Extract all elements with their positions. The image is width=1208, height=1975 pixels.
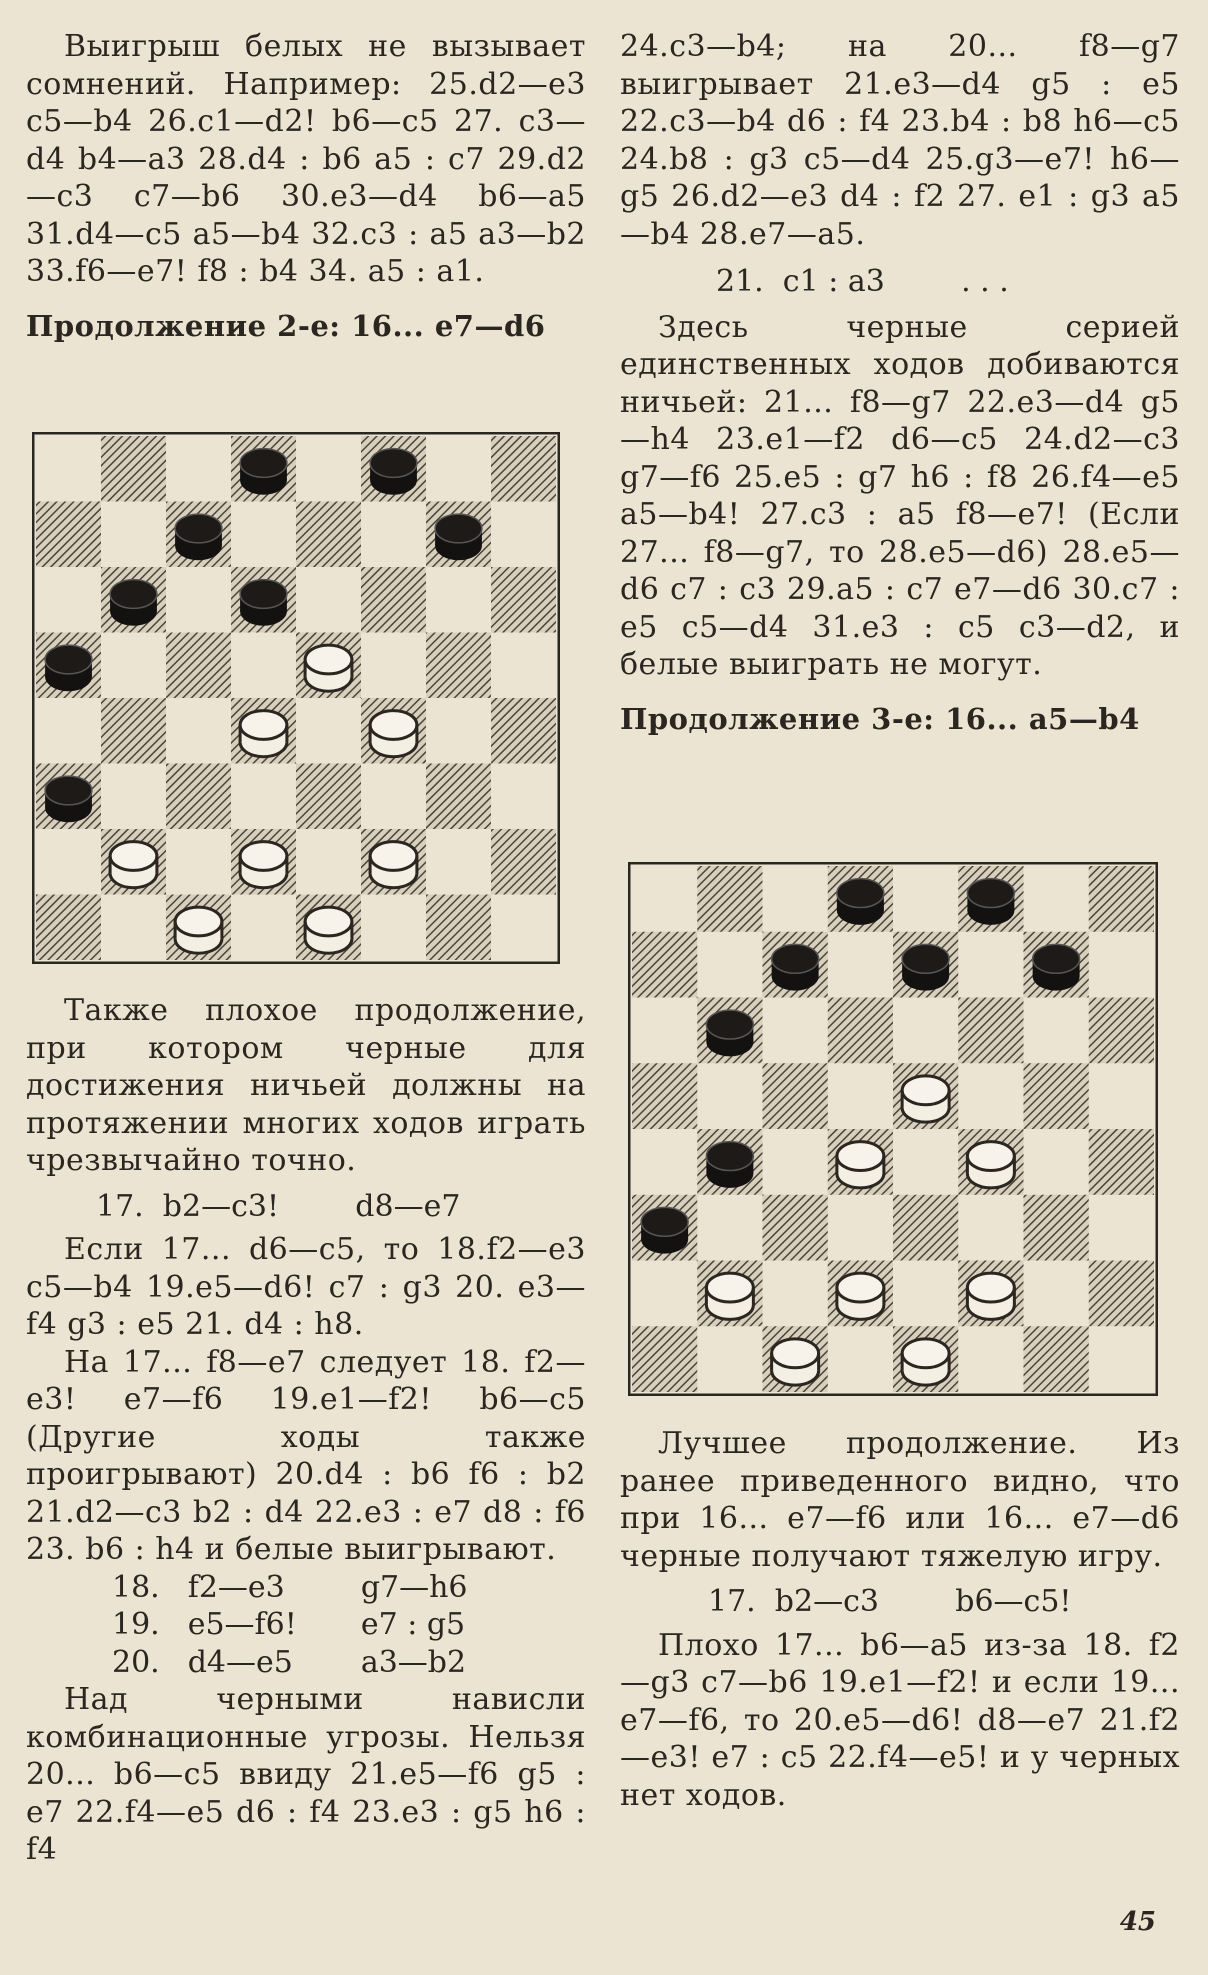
- black-checker: [435, 514, 482, 560]
- black-checker: [706, 1142, 753, 1188]
- move-row: [98, 1606, 482, 1644]
- white-move: d4—e5: [187, 1644, 293, 1680]
- paragraph: На 17... f8—e7 следует 18. f2—e3! e7—f6 19.e1—f2! b6—c5 (Другие ходы также проигрывают) 20.d4 : b6 f6 : b2 21.d2—c3 b2 : d4 22.e3 : e7 d8 : f6 23. b6 : h4 и белые выигрывают.: [26, 1344, 586, 1567]
- dark-square: [1024, 1195, 1089, 1261]
- paragraph: Здесь черные серией единственных ходов добиваются ничьей: 21... f8—g7 22.e3—d4 g5—h4 23.e1—f2 d6—c5 24.d2—c3 g7—f6 25.e5 : g7 h6 : f8 26.f4—e5 a5—b4! 27.c3 : a5 f8—e7! (Если 27... f8—g7, то 28.e5—d6) 28.e5—d6 c7 : c3 29.a5 : c7 e7—d6 30.c7 : e5 c5—d4 31.e3 : c5 c3—d2, и белые выиграть не могут.: [620, 309, 1180, 682]
- move-number: 20.: [112, 1644, 160, 1680]
- dark-square: [632, 1326, 697, 1392]
- dark-square: [763, 1195, 828, 1261]
- dark-square: [491, 436, 556, 502]
- checkers-board-diagram-1: [32, 432, 560, 964]
- black-checker: [837, 879, 884, 925]
- dark-square: [632, 932, 697, 998]
- dark-square: [491, 829, 556, 895]
- dark-square: [1024, 1063, 1089, 1129]
- move-line: 17. b2—c3! d8—e7: [96, 1188, 461, 1224]
- dark-square: [1089, 1129, 1154, 1195]
- dark-square: [36, 895, 101, 961]
- page-number: 45: [1119, 1907, 1156, 1937]
- white-checker: [902, 1339, 949, 1385]
- dark-square: [958, 998, 1023, 1064]
- dark-square: [763, 1063, 828, 1129]
- white-checker: [837, 1142, 884, 1188]
- white-checker: [240, 711, 287, 757]
- white-move: e5—f6!: [187, 1607, 297, 1642]
- paragraph: Над черными нависли комбинационные угрозы. Нельзя 20... b6—c5 ввиду 21.e5—f6 g5 : e7 22.f4—e5 d6 : f4 23.e3 : g5 h6 : f4: [26, 1682, 586, 1867]
- dark-square: [101, 698, 166, 764]
- right-column: [620, 28, 1180, 736]
- section-heading: Продолжение 2-е: 16... e7—d6: [26, 308, 546, 343]
- black-move: a3—b2: [360, 1644, 467, 1680]
- white-checker: [706, 1273, 753, 1319]
- move-number: 19.: [112, 1607, 160, 1642]
- white-checker: [772, 1339, 819, 1385]
- black-move: e7 : g5: [360, 1607, 466, 1642]
- left-column: [26, 28, 586, 343]
- black-checker: [370, 449, 417, 495]
- black-checker: [772, 944, 819, 990]
- move-line: 21. c1 : a3 . . .: [716, 264, 1009, 299]
- move-line: 17. b2—c3 b6—c5!: [708, 1584, 1072, 1619]
- black-move: g7—h6: [360, 1569, 468, 1605]
- white-checker: [837, 1273, 884, 1319]
- paragraph: Плохо 17... b6—a5 из-за 18. f2—g3 c7—b6 19.e1—f2! и если 19... e7—f6, то 20.e5—d6! d8—e7 21.f2—e3! e7 : c5 22.f4—e5! и у черных нет ходов.: [620, 1627, 1180, 1813]
- black-checker: [967, 879, 1014, 925]
- dark-square: [1089, 998, 1154, 1064]
- paragraph: Если 17... d6—c5, то 18.f2—e3 c5—b4 19.e5—d6! c7 : g3 20. e3—f4 g3 : e5 21. d4 : h8.: [26, 1232, 586, 1342]
- black-checker: [175, 514, 222, 560]
- white-checker: [967, 1142, 1014, 1188]
- right-column-lower: [620, 1425, 1180, 1814]
- dark-square: [426, 895, 491, 961]
- black-checker: [902, 944, 949, 990]
- paragraph: 24.c3—b4; на 20... f8—g7 выигрывает 21.e3—d4 g5 : e5 22.c3—b4 d6 : f4 23.b4 : b8 h6—c5 24.b8 : g3 c5—d4 25.g3—e7! h6—g5 26.d2—e3 d4 : f2 27. e1 : g3 a5—b4 28.e7—a5.: [620, 29, 1180, 252]
- dark-square: [166, 633, 231, 699]
- dark-square: [101, 436, 166, 502]
- dark-square: [36, 502, 101, 568]
- paragraph: Лучшее продолжение. Из ранее приведенного видно, что при 16... e7—f6 или 16... e7—d6 черные получают тяжелую игру.: [620, 1426, 1180, 1574]
- moves-table: [98, 1569, 482, 1682]
- black-checker: [45, 645, 92, 691]
- board-svg: [628, 862, 1158, 1396]
- dark-square: [893, 1195, 958, 1261]
- white-checker: [175, 907, 222, 953]
- black-checker: [240, 449, 287, 495]
- dark-square: [1089, 866, 1154, 932]
- dark-square: [361, 567, 426, 633]
- move-row: [98, 1569, 482, 1607]
- white-move: f2—e3: [187, 1569, 285, 1605]
- dark-square: [632, 1063, 697, 1129]
- dark-square: [426, 764, 491, 830]
- move-number: 18.: [112, 1569, 160, 1605]
- white-checker: [370, 711, 417, 757]
- dark-square: [828, 998, 893, 1064]
- black-checker: [110, 580, 157, 626]
- dark-square: [166, 764, 231, 830]
- dark-square: [296, 502, 361, 568]
- white-checker: [902, 1076, 949, 1122]
- checkers-board-diagram-2: [628, 862, 1158, 1396]
- black-checker: [706, 1010, 753, 1056]
- white-checker: [240, 842, 287, 888]
- dark-square: [491, 698, 556, 764]
- dark-square: [296, 764, 361, 830]
- dark-square: [1089, 1261, 1154, 1327]
- dark-square: [697, 866, 762, 932]
- black-checker: [641, 1207, 688, 1253]
- black-checker: [240, 580, 287, 626]
- dark-square: [426, 633, 491, 699]
- paragraph: Выигрыш белых не вызывает сомнений. Например: 25.d2—e3 c5—b4 26.c1—d2! b6—c5 27. c3—d4 b4—a3 28.d4 : b6 a5 : c7 29.d2—c3 c7—b6 30.e3—d4 b6—a5 31.d4—c5 a5—b4 32.c3 : a5 a3—b2 33.f6—e7! f8 : b4 34. a5 : a1.: [26, 29, 586, 289]
- dark-square: [1024, 1326, 1089, 1392]
- white-checker: [370, 842, 417, 888]
- paragraph: Также плохое продолжение, при котором черные для достижения ничьей должны на протяжении многих ходов играть чрезвычайно точно.: [26, 993, 586, 1178]
- white-checker: [110, 842, 157, 888]
- board-svg: [32, 432, 560, 964]
- dark-square: [491, 567, 556, 633]
- white-checker: [967, 1273, 1014, 1319]
- white-checker: [305, 907, 352, 953]
- section-heading: Продолжение 3-е: 16... a5—b4: [620, 701, 1140, 736]
- black-checker: [1033, 944, 1080, 990]
- black-checker: [45, 776, 92, 822]
- move-row: [98, 1644, 482, 1682]
- white-checker: [305, 645, 352, 691]
- left-column-lower: [26, 992, 586, 1869]
